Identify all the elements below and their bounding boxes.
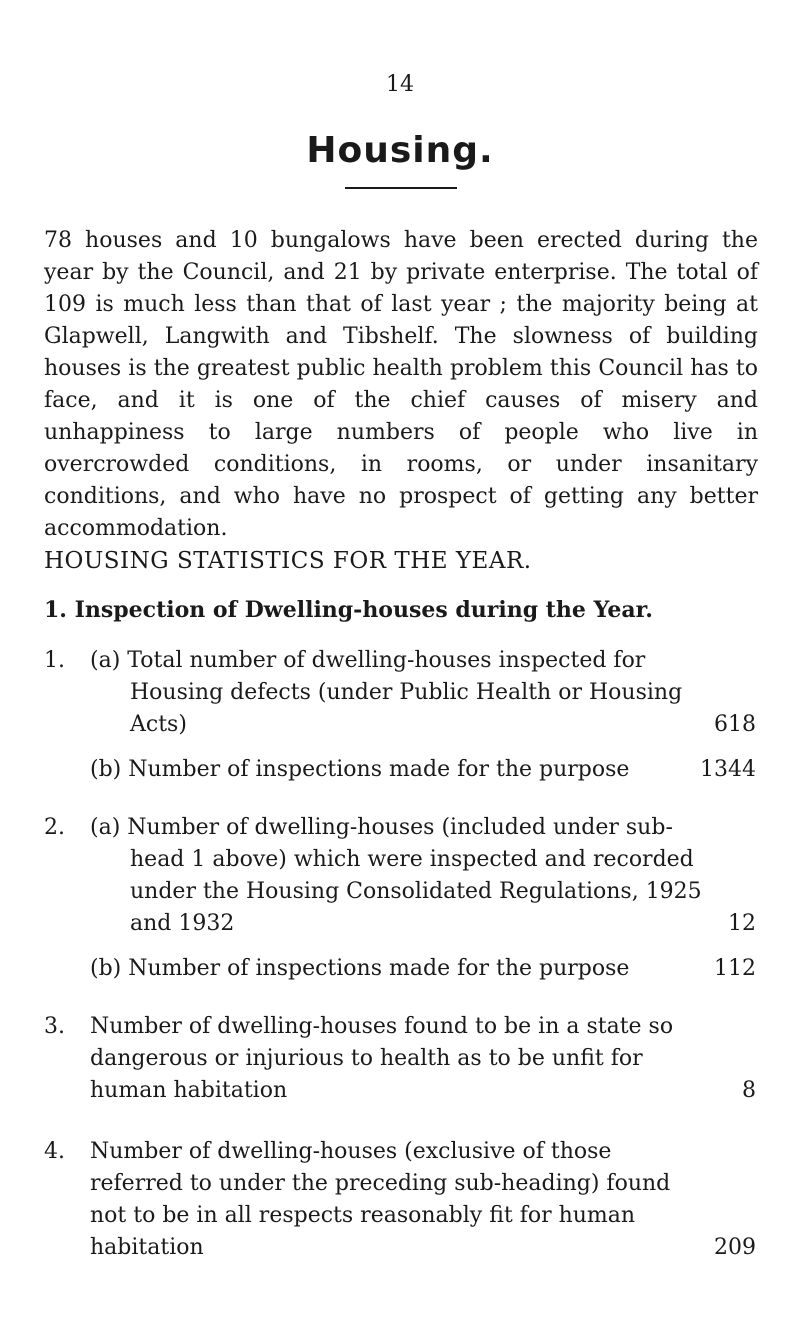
- item-label: (a) Number of dwelling-houses (included under sub-head 1 above) which were inspected and recorded under the Housing Consolidated Regulations, 1925 and 1932: [90, 815, 702, 936]
- item-label: (b) Number of inspections made for the purpose: [90, 757, 630, 782]
- title-divider: [345, 187, 457, 189]
- item-value: 1344: [700, 757, 756, 782]
- item-label: (a) Total number of dwelling-houses inspected for Housing defects (under Public Health or Housing Acts): [90, 648, 683, 737]
- item-value: 8: [742, 1078, 756, 1103]
- stat-item-3: [44, 1011, 756, 1107]
- item-number: 4.: [44, 1139, 65, 1164]
- stat-item-4: [44, 1136, 756, 1264]
- item-label: (b) Number of inspections made for the purpose: [90, 956, 630, 981]
- item-value: 618: [714, 712, 756, 737]
- item-label: Number of dwelling-houses (exclusive of those referred to under the preceding sub-heading) found not to be in all respects reasonably fit for human habitation: [90, 1139, 671, 1260]
- item-number: 3.: [44, 1014, 65, 1039]
- page-title: Housing.: [306, 130, 494, 171]
- sub-heading: 1. Inspection of Dwelling-houses during the Year.: [44, 597, 653, 623]
- stat-item-1b: [44, 754, 756, 786]
- stat-item-2a: [44, 812, 756, 940]
- item-value: 12: [728, 911, 756, 936]
- item-number: 1.: [44, 648, 65, 673]
- page-number: 14: [386, 72, 414, 97]
- item-number: 2.: [44, 815, 65, 840]
- stat-item-2b: [44, 953, 756, 985]
- item-label: Number of dwelling-houses found to be in a state so dangerous or injurious to health as to be unfit for human habitation: [90, 1014, 674, 1103]
- item-value: 112: [714, 956, 756, 981]
- section-heading: HOUSING STATISTICS FOR THE YEAR.: [44, 548, 532, 574]
- intro-paragraph: 78 houses and 10 bungalows have been erected during the year by the Council, and 21 by private enterprise. The total of 109 is much less than that of last year ; the majority being at Glapwell, Langwith and Tibshelf. The slowness of building houses is the greatest public health problem this Council has to face, and it is one of the chief causes of misery and unhappiness to large numbers of people who live in overcrowded conditions, in rooms, or under insanitary conditions, and who have no prospect of getting any better accommodation.: [44, 228, 758, 541]
- item-value: 209: [714, 1235, 756, 1260]
- stat-item-1a: [44, 645, 756, 741]
